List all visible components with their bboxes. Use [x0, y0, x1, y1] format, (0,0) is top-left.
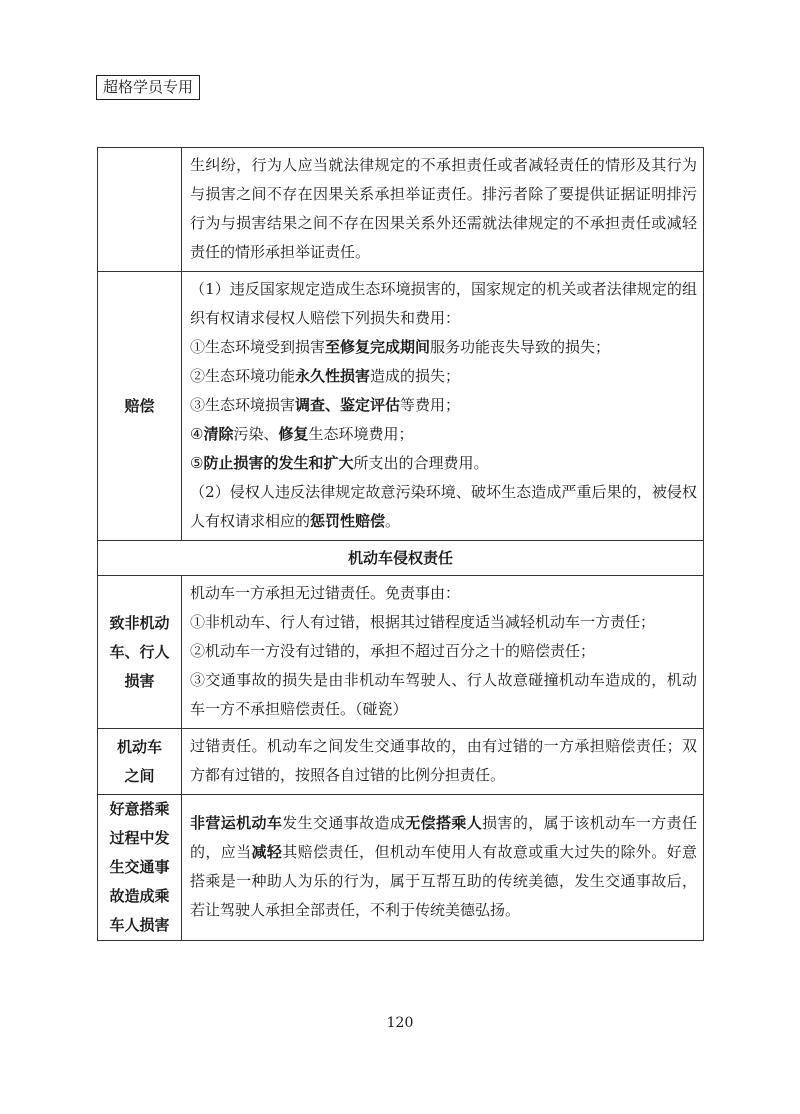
compensation-content	[182, 272, 704, 541]
table-row-nonmotor	[98, 576, 704, 729]
between-vehicles-label: 机动车 之间	[98, 729, 182, 795]
compensation-item-3: ③生态环境损害调查、鉴定评估等费用；	[190, 396, 461, 414]
goodwill-ride-label: 好意搭乘 过程中发 生交通事 故造成乘 车人损害	[98, 795, 182, 941]
compensation-para-2: （2）侵权人违反法律规定故意污染环境、破坏生态造成严重后果的，被侵权人有权请求相应的惩罚性赔偿。	[190, 483, 697, 530]
compensation-item-2: ②生态环境功能永久性损害造成的损失；	[190, 367, 461, 385]
table-row-section-title	[98, 541, 704, 576]
table-row-continuation	[98, 148, 704, 272]
compensation-item-5: ⑤防止损害的发生和扩大所支出的合理费用。	[190, 454, 489, 472]
table-row-goodwill-ride	[98, 795, 704, 941]
page-number: 120	[386, 1015, 414, 1031]
nonmotor-label: 致非机动 车、行人 损害	[98, 576, 182, 729]
continuation-text: 生纠纷，行为人应当就法律规定的不承担责任或者减轻责任的情形及其行为与损害之间不存在因果关系承担举证责任。排污者除了要提供证据证明排污行为与损害结果之间不存在因果关系外还需就法律规定的不承担责任或减轻责任的情形承担举证责任。	[182, 148, 704, 272]
empty-label-cell	[98, 148, 182, 272]
goodwill-ride-content: 非营运机动车发生交通事故造成无偿搭乘人损害的，属于该机动车一方责任的，应当减轻其赔偿责任，但机动车使用人有故意或重大过失的除外。好意搭乘是一种助人为乐的行为，属于互帮互助的传统美德，发生交通事故后，若让驾驶人承担全部责任，不利于传统美德弘扬。	[182, 795, 704, 941]
compensation-item-1: ①生态环境受到损害至修复完成期间服务功能丧失导致的损失；	[190, 338, 611, 356]
section-title: 机动车侵权责任	[98, 541, 704, 576]
page-tag: 超格学员专用	[96, 75, 200, 100]
compensation-item-4: ④清除污染、修复生态环境费用；	[190, 425, 414, 443]
compensation-label: 赔偿	[98, 272, 182, 541]
table-row-compensation	[98, 272, 704, 541]
nonmotor-content: 机动车一方承担无过错责任。免责事由： ①非机动车、行人有过错，根据其过错程度适当减轻机动车一方责任； ②机动车一方没有过错的，承担不超过百分之十的赔偿责任； ③交通事故的损失是由非机动车驾驶人、行人故意碰撞机动车造成的，机动车一方不承担赔偿责任。（碰瓷）	[182, 576, 704, 729]
table-row-between-vehicles	[98, 729, 704, 795]
liability-table	[97, 147, 704, 941]
compensation-intro: （1）违反国家规定造成生态环境损害的，国家规定的机关或者法律规定的组织有权请求侵权人赔偿下列损失和费用：	[190, 280, 697, 327]
between-vehicles-content: 过错责任。机动车之间发生交通事故的，由有过错的一方承担赔偿责任；双方都有过错的，按照各自过错的比例分担责任。	[182, 729, 704, 795]
